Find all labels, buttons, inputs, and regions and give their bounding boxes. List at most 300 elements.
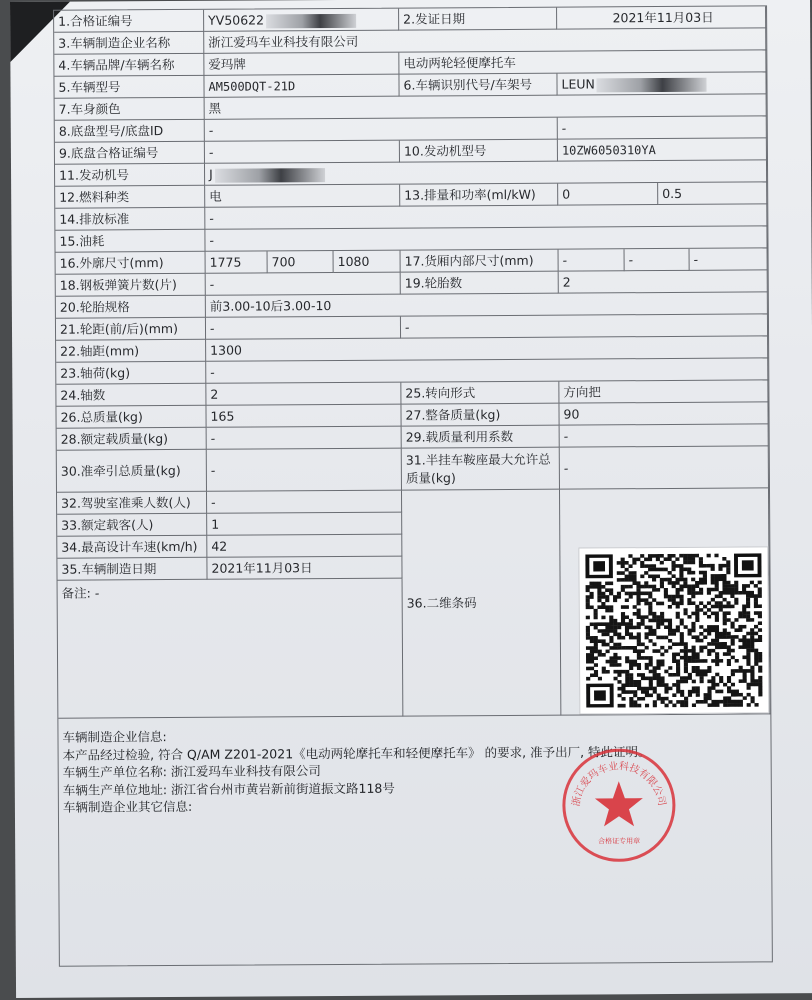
cell-text: 30.准牵引总质量(kg) (60, 462, 181, 479)
qr-module (645, 694, 649, 698)
qr-module (687, 598, 691, 602)
qr-module (594, 609, 598, 613)
cell-text: 16.外廓尺寸(mm) (59, 255, 164, 271)
qr-module (598, 629, 602, 633)
cell-text: 2021年11月03日 (612, 9, 714, 26)
qr-module (645, 666, 649, 670)
qr-module (711, 649, 715, 653)
field-value (207, 491, 402, 514)
qr-module (644, 564, 648, 568)
qr-module (726, 564, 730, 568)
qr-module (617, 571, 621, 575)
qr-module (636, 581, 640, 585)
qr-module (727, 662, 731, 666)
qr-module (594, 673, 598, 677)
qr-module (586, 636, 590, 640)
qr-module (692, 656, 696, 660)
qr-module (613, 619, 617, 623)
qr-module (653, 700, 657, 704)
qr-module (754, 594, 758, 598)
qr-module (625, 673, 629, 677)
qr-module (668, 581, 672, 585)
qr-module (707, 608, 711, 612)
qr-module (727, 696, 731, 700)
qr-module (730, 588, 734, 592)
qr-module (727, 649, 731, 653)
qr-module (652, 588, 656, 592)
cell-text: 1.合格证编号 (58, 13, 133, 29)
qr-module (656, 625, 660, 629)
qr-module (652, 598, 656, 602)
qr-module (621, 670, 625, 674)
qr-module (692, 646, 696, 650)
seal-star-icon (595, 781, 643, 826)
qr-module (750, 638, 754, 642)
qr-module (746, 615, 750, 619)
qr-module (711, 642, 715, 646)
qr-module (723, 652, 727, 656)
qr-module (730, 605, 734, 609)
qr-module (632, 561, 636, 565)
qr-module (625, 677, 629, 681)
qr-module (684, 646, 688, 650)
qr-module (711, 703, 715, 707)
qr-module (684, 642, 688, 646)
qr-module (594, 656, 598, 660)
qr-module (621, 571, 625, 575)
qr-module (664, 649, 668, 653)
qr-module (691, 571, 695, 575)
qr-module (648, 574, 652, 578)
qr-module (711, 686, 715, 690)
qr-module (684, 669, 688, 673)
qr-module (691, 584, 695, 588)
qr-module (672, 642, 676, 646)
qr-module (680, 703, 684, 707)
qr-module (632, 581, 636, 585)
qr-module (590, 673, 594, 677)
qr-module (609, 646, 613, 650)
cell-text: 9.底盘合格证编号 (58, 145, 159, 161)
qr-module (700, 669, 704, 673)
qr-module (754, 625, 758, 629)
cell-text: - (210, 364, 215, 380)
qr-module (735, 700, 739, 704)
qr-module (637, 612, 641, 616)
qr-module (621, 622, 625, 626)
qr-module (703, 581, 707, 585)
qr-module (680, 676, 684, 680)
qr-module (715, 642, 719, 646)
qr-module (671, 554, 675, 558)
field-label (56, 318, 206, 341)
qr-module (707, 669, 711, 673)
qr-module (637, 653, 641, 657)
qr-module (726, 560, 730, 564)
qr-module (688, 690, 692, 694)
qr-module (594, 612, 598, 616)
field-value (559, 380, 768, 403)
qr-module (743, 669, 747, 673)
qr-module (758, 686, 762, 690)
qr-module (719, 591, 723, 595)
qr-module (672, 704, 676, 708)
qr-module (637, 602, 641, 606)
qr-module (746, 645, 750, 649)
qr-module (684, 663, 688, 667)
qr-module (629, 660, 633, 664)
qr-module (715, 577, 719, 581)
qr-module (613, 633, 617, 637)
qr-module (715, 673, 719, 677)
qr-module (696, 669, 700, 673)
cell-text: 5.车辆型号 (58, 79, 121, 95)
qr-module (640, 598, 644, 602)
qr-module (586, 616, 590, 620)
cell-text: 备注: - (61, 585, 100, 601)
field-value (205, 141, 400, 164)
qr-module (613, 663, 617, 667)
qr-module (715, 625, 719, 629)
qr-module (750, 594, 754, 598)
qr-module (758, 587, 762, 591)
qr-module (696, 693, 700, 697)
qr-module (758, 659, 762, 663)
qr-module (707, 642, 711, 646)
qr-module (722, 588, 726, 592)
qr-module (719, 577, 723, 581)
qr-module (660, 568, 664, 572)
qr-module (637, 704, 641, 708)
qr-module (679, 567, 683, 571)
qr-module (750, 676, 754, 680)
qr-module (633, 646, 637, 650)
qr-module (731, 649, 735, 653)
qr-module (715, 628, 719, 632)
qr-module (601, 605, 605, 609)
qr-module (711, 700, 715, 704)
qr-module (754, 601, 758, 605)
qr-module (715, 632, 719, 636)
field-value (204, 53, 399, 76)
qr-module (652, 564, 656, 568)
qr-module (648, 639, 652, 643)
qr-module (684, 666, 688, 670)
qr-module (703, 605, 707, 609)
qr-module (699, 601, 703, 605)
qr-module (683, 567, 687, 571)
qr-module (660, 622, 664, 626)
qr-module (590, 650, 594, 654)
qr-module (684, 697, 688, 701)
qr-module (734, 598, 738, 602)
qr-module (746, 659, 750, 663)
qr-module (715, 703, 719, 707)
qr-module (605, 595, 609, 599)
qr-module (711, 683, 715, 687)
qr-module (644, 592, 648, 596)
qr-module (640, 564, 644, 568)
qr-module (723, 605, 727, 609)
qr-module (601, 585, 605, 589)
qr-module (656, 666, 660, 670)
qr-module (742, 615, 746, 619)
qr-module (594, 622, 598, 626)
qr-module (597, 585, 601, 589)
field-value (334, 251, 401, 273)
cell-text: 27.整备质量(kg) (405, 407, 501, 423)
qr-module (641, 677, 645, 681)
qr-module (625, 615, 629, 619)
qr-module (691, 625, 695, 629)
qr-module (644, 626, 648, 630)
qr-module (613, 595, 617, 599)
qr-module (695, 608, 699, 612)
qr-module (699, 659, 703, 663)
cell-text: 19.轮胎数 (404, 275, 463, 291)
qr-module (722, 557, 726, 561)
qr-module (601, 602, 605, 606)
qr-module (708, 697, 712, 701)
qr-module (672, 598, 676, 602)
qr-module (660, 585, 664, 589)
qr-module (731, 622, 735, 626)
cell-text: 18.钢板弹簧片数(片) (59, 276, 177, 293)
qr-module (723, 628, 727, 632)
qr-module (742, 645, 746, 649)
qr-module (621, 564, 625, 568)
field-label (55, 164, 205, 187)
cell-text: 17.货厢内部尺寸(mm) (404, 252, 534, 269)
qr-module (629, 680, 633, 684)
qr-module (715, 700, 719, 704)
qr-module (675, 557, 679, 561)
qr-module (671, 564, 675, 568)
qr-module (652, 578, 656, 582)
qr-module (601, 622, 605, 626)
qr-module (609, 626, 613, 630)
qr-module (727, 659, 731, 663)
qr-module (605, 643, 609, 647)
qr-module (711, 659, 715, 663)
qr-module (719, 594, 723, 598)
qr-module (593, 585, 597, 589)
qr-module (636, 595, 640, 599)
qr-module (703, 673, 707, 677)
qr-module (691, 629, 695, 633)
qr-module (645, 704, 649, 708)
qr-module (731, 690, 735, 694)
qr-module (718, 564, 722, 568)
field-label (56, 296, 206, 319)
cell-text: 12.燃料种类 (59, 189, 130, 205)
qr-module (704, 697, 708, 701)
cell-text: - (209, 232, 215, 248)
qr-module (703, 612, 707, 616)
field-label (57, 558, 207, 581)
qr-module (653, 676, 657, 680)
qr-module (665, 704, 669, 708)
qr-module (640, 561, 644, 565)
qr-module (668, 646, 672, 650)
qr-module (711, 574, 715, 578)
qr-module (625, 598, 629, 602)
cell-text: - (209, 210, 214, 226)
qr-module (664, 578, 668, 582)
qr-module (629, 704, 633, 708)
qr-module (679, 595, 683, 599)
qr-module (609, 616, 613, 620)
qr-module (637, 687, 641, 691)
qr-module (644, 558, 648, 562)
qr-module (692, 652, 696, 656)
cell-text: - (208, 144, 214, 160)
qr-module (590, 592, 594, 596)
qr-module (644, 615, 648, 619)
qr-module (734, 584, 738, 588)
qr-module (653, 704, 657, 708)
qr-module (676, 615, 680, 619)
qr-module (676, 700, 680, 704)
qr-module (707, 649, 711, 653)
qr-module (683, 561, 687, 565)
qr-module (633, 683, 637, 687)
qr-module (609, 605, 613, 609)
cell-text: 32.驾驶室准乘人数(人) (61, 494, 191, 511)
field-value (204, 75, 399, 98)
qr-module (680, 618, 684, 622)
qr-module (632, 558, 636, 562)
qr-module (637, 622, 641, 626)
cell-text: - (211, 494, 216, 510)
qr-module (618, 694, 622, 698)
qr-module (715, 615, 719, 619)
cell-text: 90 (563, 406, 580, 422)
qr-module (656, 568, 660, 572)
qr-module (746, 669, 750, 673)
cell-text: 10ZW6050310YA (561, 143, 656, 158)
qr-module (746, 594, 750, 598)
qr-module (700, 676, 704, 680)
cell-text: - (563, 460, 569, 476)
qr-module (696, 659, 700, 663)
qr-module (605, 629, 609, 633)
certificate-table (53, 5, 773, 966)
qr-module (726, 584, 730, 588)
qr-module (676, 687, 680, 691)
qr-module (672, 602, 676, 606)
qr-module (668, 666, 672, 670)
field-value (559, 270, 768, 293)
qr-module (629, 683, 633, 687)
qr-module (629, 646, 633, 650)
field-label (54, 76, 204, 99)
qr-module (602, 670, 606, 674)
qr-module (632, 571, 636, 575)
qr-module (602, 633, 606, 637)
qr-module (715, 584, 719, 588)
qr-module (727, 618, 731, 622)
qr-module (602, 639, 606, 643)
qr-module (722, 574, 726, 578)
qr-module (700, 700, 704, 704)
qr-module (594, 643, 598, 647)
field-value (207, 449, 402, 492)
field-value (558, 138, 767, 161)
qr-module (628, 554, 632, 558)
qr-module (597, 599, 601, 603)
cell-text: 1775 (209, 254, 242, 270)
qr-module (586, 626, 590, 630)
qr-module (594, 626, 598, 630)
field-label (54, 10, 204, 33)
qr-module (672, 673, 676, 677)
qr-module (586, 653, 590, 657)
field-value (401, 250, 559, 273)
qr-module (711, 578, 715, 582)
cell-text: 28.额定载质量(kg) (60, 431, 169, 447)
qr-module (707, 690, 711, 694)
qr-module (699, 591, 703, 595)
field-value (558, 116, 767, 139)
qr-module (699, 561, 703, 565)
qr-module (688, 629, 692, 633)
qr-module (718, 574, 722, 578)
qr-module (695, 591, 699, 595)
field-value (690, 248, 768, 270)
qr-module (664, 588, 668, 592)
qr-module (672, 693, 676, 697)
qr-module (679, 578, 683, 582)
qr-module (723, 618, 727, 622)
qr-module (731, 703, 735, 707)
qr-module (731, 700, 735, 704)
qr-module (625, 575, 629, 579)
field-value (207, 427, 402, 450)
qr-module (746, 638, 750, 642)
qr-module (656, 636, 660, 640)
qr-module (758, 652, 762, 656)
qr-module (625, 656, 629, 660)
field-value (402, 448, 560, 491)
qr-module (645, 663, 649, 667)
qr-module (743, 696, 747, 700)
cell-text: - (563, 428, 569, 444)
qr-module (668, 673, 672, 677)
qr-module (594, 650, 598, 654)
qr-module (621, 612, 625, 616)
field-label (55, 230, 205, 253)
qr-module (680, 656, 684, 660)
qr-module (691, 561, 695, 565)
qr-module (609, 609, 613, 613)
qr-module (696, 673, 700, 677)
qr-module (730, 584, 734, 588)
qr-module (629, 700, 633, 704)
qr-module (727, 632, 731, 636)
qr-module (656, 659, 660, 663)
qr-module (644, 598, 648, 602)
qr-module (629, 636, 633, 640)
qr-module (719, 642, 723, 646)
field-value (658, 182, 767, 205)
qr-module (750, 581, 754, 585)
cell-text: - (628, 252, 634, 268)
qr-module (750, 649, 754, 653)
qr-module (719, 608, 723, 612)
qr-module (703, 629, 707, 633)
qr-module (668, 605, 672, 609)
